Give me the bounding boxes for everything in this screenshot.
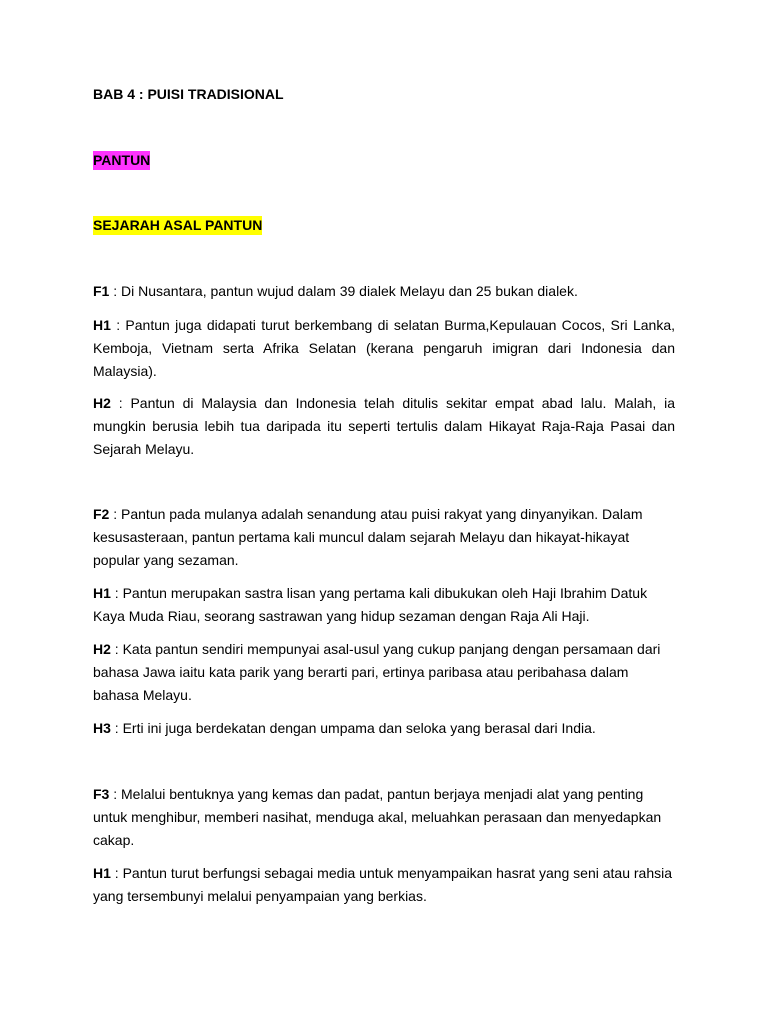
paragraph-h2-second <box>93 638 675 707</box>
paragraph-h2 <box>93 392 675 461</box>
paragraph-text: : Pantun merupakan sastra lisan yang pertama kali dibukukan oleh Haji Ibrahim Datuk Kaya Muda Riau, seorang sastrawan yang hidup sezaman dengan Raja Ali Haji. <box>93 585 648 624</box>
paragraph-tag: H1 <box>93 585 111 601</box>
section-heading-text: PANTUN <box>93 152 151 168</box>
paragraph-tag: F3 <box>93 786 110 802</box>
paragraph-h3 <box>93 717 675 740</box>
paragraph-tag: H1 <box>93 317 111 333</box>
paragraph-f1 <box>93 280 675 303</box>
paragraph-text: : Pantun pada mulanya adalah senandung atau puisi rakyat yang dinyanyikan. Dalam kesusasteraan, pantun pertama kali muncul dalam sejarah Melayu dan hikayat-hikayat popular yang sezaman. <box>93 506 643 568</box>
paragraph-h1-second <box>93 582 675 628</box>
paragraph-text: : Pantun di Malaysia dan Indonesia telah ditulis sekitar empat abad lalu. Malah, ia mungkin berusia lebih tua daripada itu seperti tertulis dalam Hikayat Raja-Raja Pasai dan Sejarah Melayu. <box>93 395 675 457</box>
section-heading <box>93 151 150 169</box>
paragraph-text: : Melalui bentuknya yang kemas dan padat, pantun berjaya menjadi alat yang penting untuk menghibur, memberi nasihat, menduga akal, meluahkan perasaan dan menyedapkan cakap. <box>93 786 662 848</box>
paragraph-f3 <box>93 783 675 852</box>
paragraph-tag: H2 <box>93 641 111 657</box>
paragraph-h1 <box>93 314 675 383</box>
subsection-heading-text: SEJARAH ASAL PANTUN <box>93 217 263 233</box>
paragraph-tag: F1 <box>93 283 110 299</box>
paragraph-tag: H1 <box>93 865 111 881</box>
paragraph-tag: H3 <box>93 720 111 736</box>
paragraph-f2 <box>93 503 675 572</box>
paragraph-text: : Pantun turut berfungsi sebagai media untuk menyampaikan hasrat yang seni atau rahsia yang tersembunyi melalui penyampaian yang berkias. <box>93 865 673 904</box>
subsection-heading <box>93 216 262 234</box>
paragraph-text: : Di Nusantara, pantun wujud dalam 39 dialek Melayu dan 25 bukan dialek. <box>109 283 578 299</box>
paragraph-tag: H2 <box>93 395 111 411</box>
paragraph-text: : Pantun juga didapati turut berkembang di selatan Burma,Kepulauan Cocos, Sri Lanka, Kemboja, Vietnam serta Afrika Selatan (kerana pengaruh imigran dari Indonesia dan Malaysia). <box>93 317 675 379</box>
paragraph-text: : Erti ini juga berdekatan dengan umpama dan seloka yang berasal dari India. <box>110 720 596 736</box>
paragraph-tag: F2 <box>93 506 110 522</box>
document-title: BAB 4 : PUISI TRADISIONAL <box>93 86 284 102</box>
paragraph-text: : Kata pantun sendiri mempunyai asal-usul yang cukup panjang dengan persamaan dari bahasa Jawa iaitu kata parik yang berarti pari, ertinya paribasa atau peribahasa dalam bahasa Melayu. <box>93 641 661 703</box>
paragraph-h1-third <box>93 862 675 908</box>
